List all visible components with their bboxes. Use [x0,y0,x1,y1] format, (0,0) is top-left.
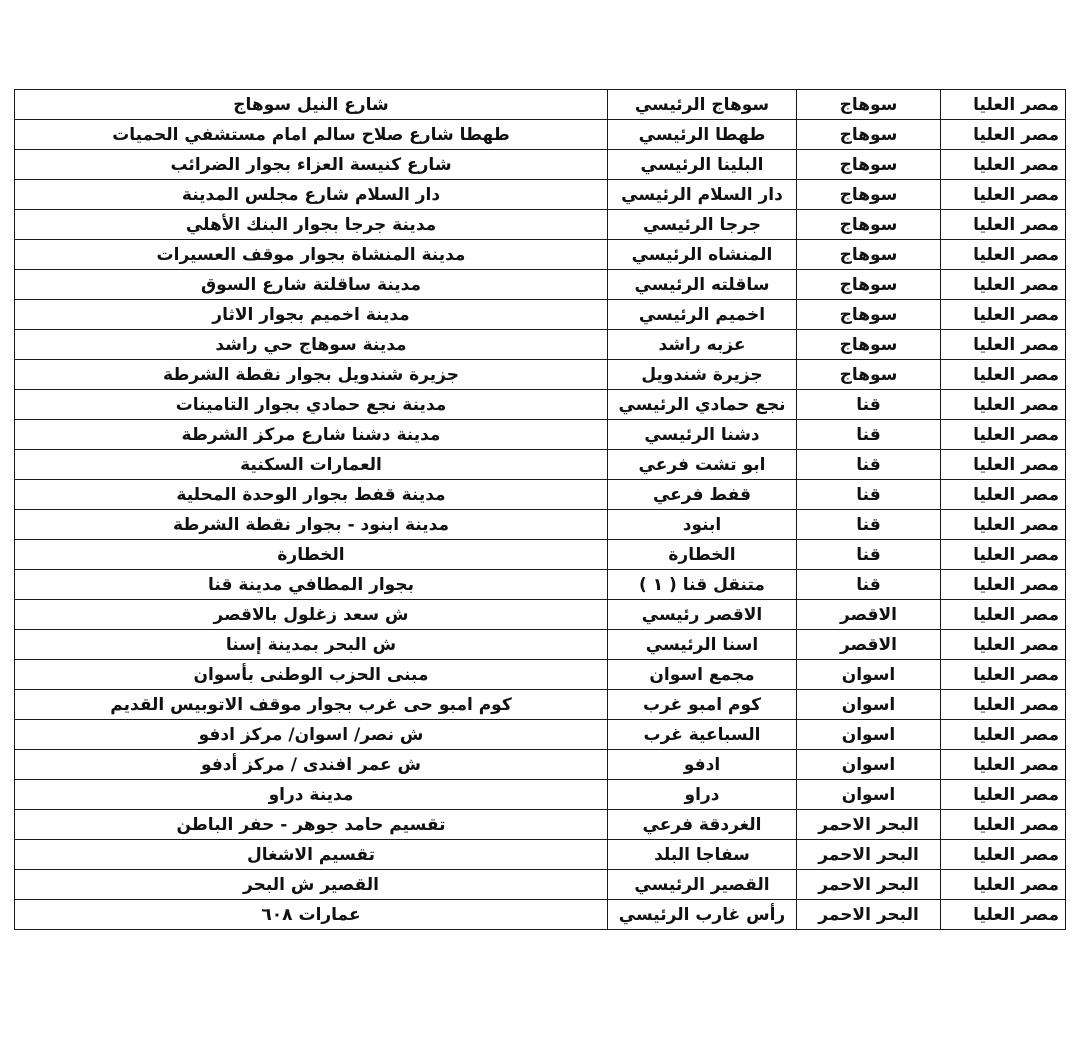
table-row [15,450,1066,480]
branch-cell: البلينا الرئيسي [608,150,797,180]
governorate-cell: سوهاج [797,270,941,300]
region-cell: مصر العليا [941,810,1066,840]
table-row [15,120,1066,150]
region-cell: مصر العليا [941,420,1066,450]
branch-cell: اخميم الرئيسي [608,300,797,330]
governorate-cell: الاقصر [797,600,941,630]
address-cell: ش نصر/ اسوان/ مركز ادفو [15,720,608,750]
table-row [15,690,1066,720]
region-cell: مصر العليا [941,720,1066,750]
table-row [15,210,1066,240]
governorate-cell: قنا [797,510,941,540]
address-cell: شارع كنيسة العزاء بجوار الضرائب [15,150,608,180]
address-cell: جزيرة شندويل بجوار نقطة الشرطة [15,360,608,390]
region-cell: مصر العليا [941,90,1066,120]
address-cell: مدينة نجع حمادي بجوار التامينات [15,390,608,420]
governorate-cell: قنا [797,480,941,510]
region-cell: مصر العليا [941,690,1066,720]
address-cell: ش البحر بمدينة إسنا [15,630,608,660]
region-cell: مصر العليا [941,480,1066,510]
branch-cell: دراو [608,780,797,810]
governorate-cell: سوهاج [797,330,941,360]
governorate-cell: قنا [797,390,941,420]
branch-table [14,89,1066,930]
table-row [15,630,1066,660]
table-row [15,540,1066,570]
region-cell: مصر العليا [941,300,1066,330]
branch-cell: القصير الرئيسي [608,870,797,900]
branch-cell: ابو تشت فرعي [608,450,797,480]
branch-cell: عزبه راشد [608,330,797,360]
region-cell: مصر العليا [941,360,1066,390]
branch-cell: دشنا الرئيسي [608,420,797,450]
address-cell: العمارات السكنية [15,450,608,480]
table-row [15,180,1066,210]
region-cell: مصر العليا [941,870,1066,900]
address-cell: مدينة دراو [15,780,608,810]
table-row [15,510,1066,540]
governorate-cell: الاقصر [797,630,941,660]
region-cell: مصر العليا [941,150,1066,180]
region-cell: مصر العليا [941,630,1066,660]
address-cell: ش سعد زغلول بالاقصر [15,600,608,630]
address-cell: القصير ش البحر [15,870,608,900]
region-cell: مصر العليا [941,330,1066,360]
governorate-cell: البحر الاحمر [797,900,941,930]
governorate-cell: البحر الاحمر [797,870,941,900]
region-cell: مصر العليا [941,840,1066,870]
branch-cell: ساقلته الرئيسي [608,270,797,300]
governorate-cell: سوهاج [797,150,941,180]
branch-table-container [14,89,1066,930]
region-cell: مصر العليا [941,240,1066,270]
table-row [15,750,1066,780]
governorate-cell: سوهاج [797,180,941,210]
address-cell: مدينة سوهاج حي راشد [15,330,608,360]
table-row [15,330,1066,360]
governorate-cell: اسوان [797,750,941,780]
table-row [15,240,1066,270]
address-cell: بجوار المطافي مدينة قنا [15,570,608,600]
address-cell: طهطا شارع صلاح سالم امام مستشفي الحميات [15,120,608,150]
table-row [15,270,1066,300]
branch-cell: جرجا الرئيسي [608,210,797,240]
branch-cell: اسنا الرئيسي [608,630,797,660]
table-row [15,360,1066,390]
table-row [15,570,1066,600]
governorate-cell: سوهاج [797,240,941,270]
region-cell: مصر العليا [941,750,1066,780]
governorate-cell: قنا [797,570,941,600]
address-cell: مدينة قفط بجوار الوحدة المحلية [15,480,608,510]
branch-cell: الخطارة [608,540,797,570]
branch-cell: الاقصر رئيسي [608,600,797,630]
table-row [15,810,1066,840]
region-cell: مصر العليا [941,900,1066,930]
governorate-cell: البحر الاحمر [797,810,941,840]
table-row [15,840,1066,870]
address-cell: عمارات ٦٠٨ [15,900,608,930]
table-row [15,720,1066,750]
region-cell: مصر العليا [941,180,1066,210]
table-row [15,390,1066,420]
table-row [15,660,1066,690]
address-cell: مدينة ابنود - بجوار نقطة الشرطة [15,510,608,540]
address-cell: دار السلام شارع مجلس المدينة [15,180,608,210]
table-row [15,900,1066,930]
branch-table-body [15,90,1066,930]
region-cell: مصر العليا [941,270,1066,300]
governorate-cell: قنا [797,420,941,450]
address-cell: تقسيم حامد جوهر - حفر الباطن [15,810,608,840]
branch-cell: مجمع اسوان [608,660,797,690]
governorate-cell: قنا [797,540,941,570]
governorate-cell: قنا [797,450,941,480]
region-cell: مصر العليا [941,450,1066,480]
branch-cell: متنقل قنا ( ١ ) [608,570,797,600]
address-cell: كوم امبو حى غرب بجوار موقف الاتوبيس القديم [15,690,608,720]
branch-cell: قفط فرعي [608,480,797,510]
table-row [15,90,1066,120]
address-cell: مدينة جرجا بجوار البنك الأهلي [15,210,608,240]
address-cell: تقسيم الاشغال [15,840,608,870]
table-row [15,150,1066,180]
address-cell: الخطارة [15,540,608,570]
governorate-cell: سوهاج [797,300,941,330]
region-cell: مصر العليا [941,210,1066,240]
region-cell: مصر العليا [941,390,1066,420]
address-cell: مدينة اخميم بجوار الاثار [15,300,608,330]
table-row [15,480,1066,510]
branch-cell: دار السلام الرئيسي [608,180,797,210]
region-cell: مصر العليا [941,120,1066,150]
branch-cell: نجع حمادي الرئيسي [608,390,797,420]
governorate-cell: اسوان [797,780,941,810]
branch-cell: سوهاج الرئيسي [608,90,797,120]
governorate-cell: سوهاج [797,120,941,150]
region-cell: مصر العليا [941,540,1066,570]
address-cell: شارع النيل سوهاج [15,90,608,120]
governorate-cell: اسوان [797,690,941,720]
table-row [15,300,1066,330]
address-cell: مدينة ساقلتة شارع السوق [15,270,608,300]
address-cell: مدينة دشنا شارع مركز الشرطة [15,420,608,450]
branch-cell: طهطا الرئيسي [608,120,797,150]
address-cell: ش عمر افندى / مركز أدفو [15,750,608,780]
region-cell: مصر العليا [941,510,1066,540]
address-cell: مدينة المنشاة بجوار موقف العسيرات [15,240,608,270]
branch-cell: الغردقة فرعي [608,810,797,840]
table-row [15,780,1066,810]
address-cell: مبنى الحزب الوطنى بأسوان [15,660,608,690]
branch-cell: جزيرة شندويل [608,360,797,390]
governorate-cell: اسوان [797,720,941,750]
governorate-cell: سوهاج [797,360,941,390]
branch-cell: ادفو [608,750,797,780]
table-row [15,870,1066,900]
governorate-cell: اسوان [797,660,941,690]
branch-cell: رأس غارب الرئيسي [608,900,797,930]
branch-cell: سفاجا البلد [608,840,797,870]
branch-cell: ابنود [608,510,797,540]
branch-cell: كوم امبو غرب [608,690,797,720]
governorate-cell: البحر الاحمر [797,840,941,870]
branch-cell: السباعية غرب [608,720,797,750]
region-cell: مصر العليا [941,600,1066,630]
table-row [15,600,1066,630]
governorate-cell: سوهاج [797,210,941,240]
region-cell: مصر العليا [941,660,1066,690]
region-cell: مصر العليا [941,570,1066,600]
region-cell: مصر العليا [941,780,1066,810]
table-row [15,420,1066,450]
branch-cell: المنشاه الرئيسي [608,240,797,270]
governorate-cell: سوهاج [797,90,941,120]
